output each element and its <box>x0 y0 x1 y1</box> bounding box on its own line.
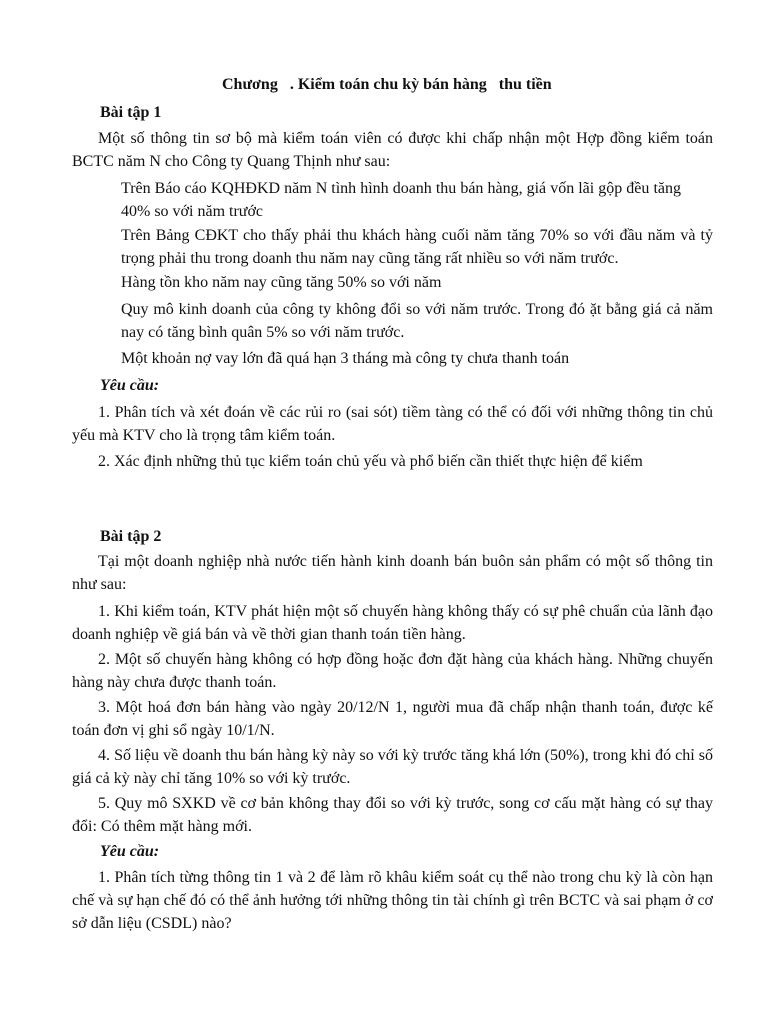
exercise-1-intro: Một số thông tin sơ bộ mà kiểm toán viên có được khi chấp nhận một Hợp đồng kiểm toán BCTC năm N cho Công ty Quang Thịnh như sau: <box>72 130 713 170</box>
exercise-1-title: Bài tập 1 <box>100 104 162 121</box>
exercise-1-item: Hàng tồn kho năm nay cũng tăng 50% so với năm <box>121 274 442 291</box>
exercise-2-item: 5. Quy mô SXKD về cơ bản không thay đổi so với kỳ trước, song cơ cấu mặt hàng có sự thay đổi: Có thêm mặt hàng mới. <box>72 795 713 835</box>
exercise-1-requirements-title: Yêu cầu: <box>100 377 160 394</box>
exercise-2-requirement: 1. Phân tích từng thông tin 1 và 2 để làm rõ khâu kiểm soát cụ thể nào trong chu kỳ là còn hạn chế và sự hạn chế đó có thể ảnh hưởng tới những thông tin tài chính gì trên BCTC và sai phạm ở cơ sở dẫn liệu (CSDL) nào? <box>72 869 713 932</box>
exercise-2-item: 3. Một hoá đơn bán hàng vào ngày 20/12/N 1, người mua đã chấp nhận thanh toán, được kế toán đơn vị ghi sổ ngày 10/1/N. <box>72 699 713 739</box>
chapter-title: Chương . Kiểm toán chu kỳ bán hàng thu tiền <box>222 76 552 93</box>
exercise-2-intro: Tại một doanh nghiệp nhà nước tiến hành kinh doanh bán buôn sản phẩm có một số thông tin như sau: <box>72 553 713 593</box>
exercise-1-requirement: 1. Phân tích và xét đoán về các rủi ro (sai sót) tiềm tàng có thể có đối với những thông tin chủ yếu mà KTV cho là trọng tâm kiểm toán. <box>72 404 713 444</box>
exercise-2-requirements-title: Yêu cầu: <box>100 843 160 860</box>
exercise-2-item: 1. Khi kiểm toán, KTV phát hiện một số chuyến hàng không thấy có sự phê chuẩn của lãnh đạo doanh nghiệp về giá bán và về thời gian thanh toán tiền hàng. <box>72 603 713 643</box>
exercise-2-title: Bài tập 2 <box>100 528 162 545</box>
exercise-1-item: Trên Báo cáo KQHĐKD năm N tình hình doanh thu bán hàng, giá vốn lãi gộp đều tăng 40% so với năm trước <box>121 180 681 220</box>
exercise-1-item: Trên Bảng CĐKT cho thấy phải thu khách hàng cuối năm tăng 70% so với đầu năm và tỷ trọng phải thu trong doanh thu năm nay cũng tăng rất nhiều so với năm trước. <box>121 227 713 267</box>
exercise-1-item: Một khoản nợ vay lớn đã quá hạn 3 tháng mà công ty chưa thanh toán <box>121 350 570 367</box>
exercise-1-requirement: 2. Xác định những thủ tục kiểm toán chủ yếu và phổ biến cần thiết thực hiện để kiểm <box>98 453 643 470</box>
exercise-2-item: 2. Một số chuyến hàng không có hợp đồng hoặc đơn đặt hàng của khách hàng. Những chuyến hàng này chưa được thanh toán. <box>72 651 713 691</box>
exercise-2-item: 4. Số liệu về doanh thu bán hàng kỳ này so với kỳ trước tăng khá lớn (50%), trong khi đó chỉ số giá cả kỳ này chỉ tăng 10% so với kỳ trước. <box>72 747 713 787</box>
exercise-1-item: Quy mô kinh doanh của công ty không đổi so với năm trước. Trong đó ặt bằng giá cả năm nay có tăng bình quân 5% so với năm trước. <box>121 301 713 341</box>
